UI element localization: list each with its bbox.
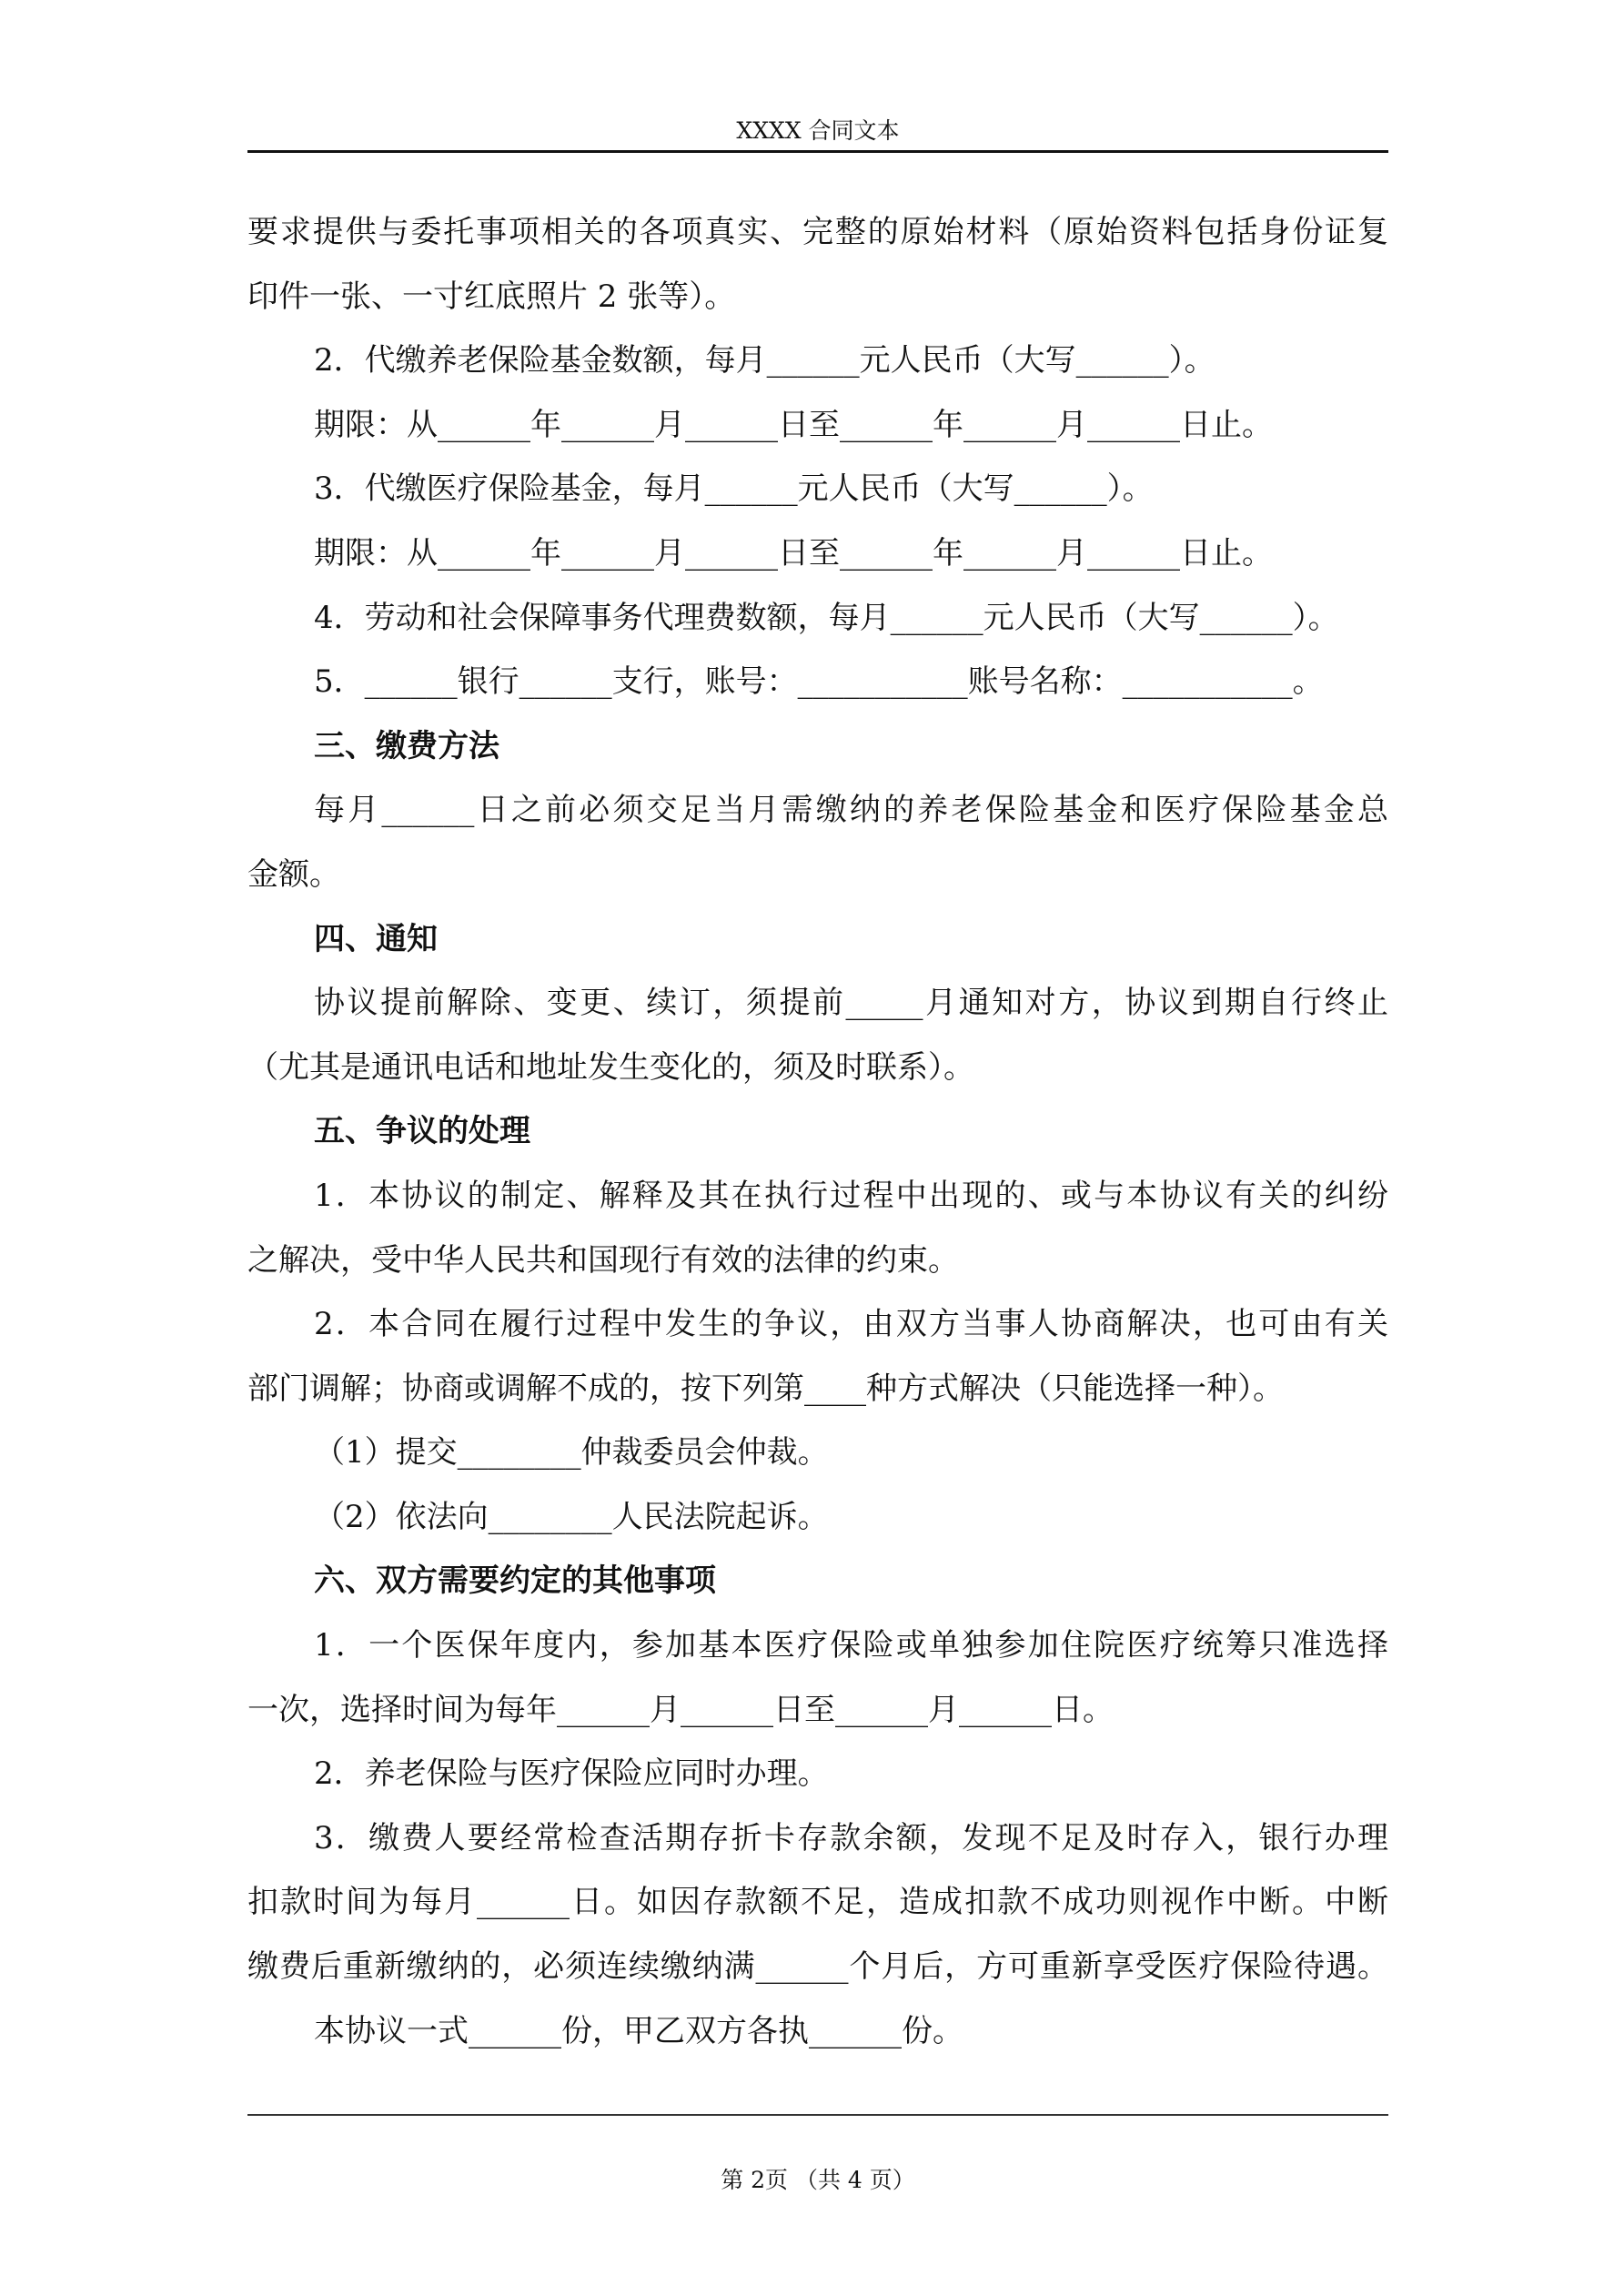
section-heading: 四、通知 [314, 920, 438, 957]
text-line: 3．缴费人要经常检查活期存折卡存款余额，发现不足及时存入，银行办理 [314, 1819, 1388, 1856]
text-line: 每月______日之前必须交足当月需缴纳的养老保险基金和医疗保险基金总 [314, 792, 1388, 829]
text-line: 部门调解；协商或调解不成的，按下列第____种方式解决（只能选择一种）。 [247, 1370, 1284, 1407]
header-divider [247, 150, 1388, 153]
section-heading: 五、争议的处理 [314, 1113, 530, 1150]
document-header-title: XXXX 合同文本 [736, 117, 900, 144]
text-line: （2）依法向________人民法院起诉。 [314, 1498, 829, 1535]
text-line: 3．代缴医疗保险基金，每月______元人民币（大写______）。 [314, 470, 1154, 508]
text-line: 4．劳动和社会保障事务代理费数额，每月______元人民币（大写______）。 [314, 599, 1339, 636]
text-line: 本协议一式______份，甲乙双方各执______份。 [314, 2012, 963, 2049]
text-line: （1）提交________仲裁委员会仲裁。 [314, 1434, 829, 1472]
text-line: 缴费后重新缴纳的，必须连续缴纳满______个月后，方可重新享受医疗保险待遇。 [247, 1948, 1388, 1986]
text-line: 一次，选择时间为每年______月______日至______月______日。 [247, 1691, 1114, 1728]
text-line: 协议提前解除、变更、续订，须提前_____月通知对方，协议到期自行终止 [314, 985, 1388, 1022]
text-line: 扣款时间为每月______日。如因存款额不足，造成扣款不成功则视作中断。中断 [247, 1884, 1388, 1921]
text-line: 2．本合同在履行过程中发生的争议，由双方当事人协商解决，也可由有关 [314, 1306, 1388, 1343]
text-line: 2．代缴养老保险基金数额，每月______元人民币（大写______）。 [314, 342, 1215, 379]
text-line: （尤其是通讯电话和地址发生变化的，须及时联系）。 [247, 1048, 974, 1086]
section-heading: 三、缴费方法 [314, 727, 499, 764]
text-line: 5．______银行______支行，账号：___________账号名称：___________。 [314, 663, 1324, 701]
page-number: 第 2页 （共 4 页） [721, 2167, 915, 2193]
text-line: 期限：从______年______月______日至______年______月______日止。 [314, 534, 1273, 571]
text-line: 1．本协议的制定、解释及其在执行过程中出现的、或与本协议有关的纠纷 [314, 1177, 1388, 1214]
text-line: 之解决，受中华人民共和国现行有效的法律的约束。 [247, 1241, 959, 1279]
text-line: 印件一张、一寸红底照片 2 张等）。 [247, 278, 736, 315]
text-line: 金额。 [247, 855, 340, 893]
document-body [247, 200, 1388, 2063]
text-line: 要求提供与委托事项相关的各项真实、完整的原始材料（原始资料包括身份证复 [247, 214, 1388, 250]
footer-divider [247, 2114, 1388, 2116]
section-heading: 六、双方需要约定的其他事项 [314, 1563, 716, 1600]
text-line: 1．一个医保年度内，参加基本医疗保险或单独参加住院医疗统筹只准选择 [314, 1627, 1388, 1664]
text-line: 2．养老保险与医疗保险应同时办理。 [314, 1755, 829, 1793]
text-line: 期限：从______年______月______日至______年______月______日止。 [314, 406, 1273, 443]
